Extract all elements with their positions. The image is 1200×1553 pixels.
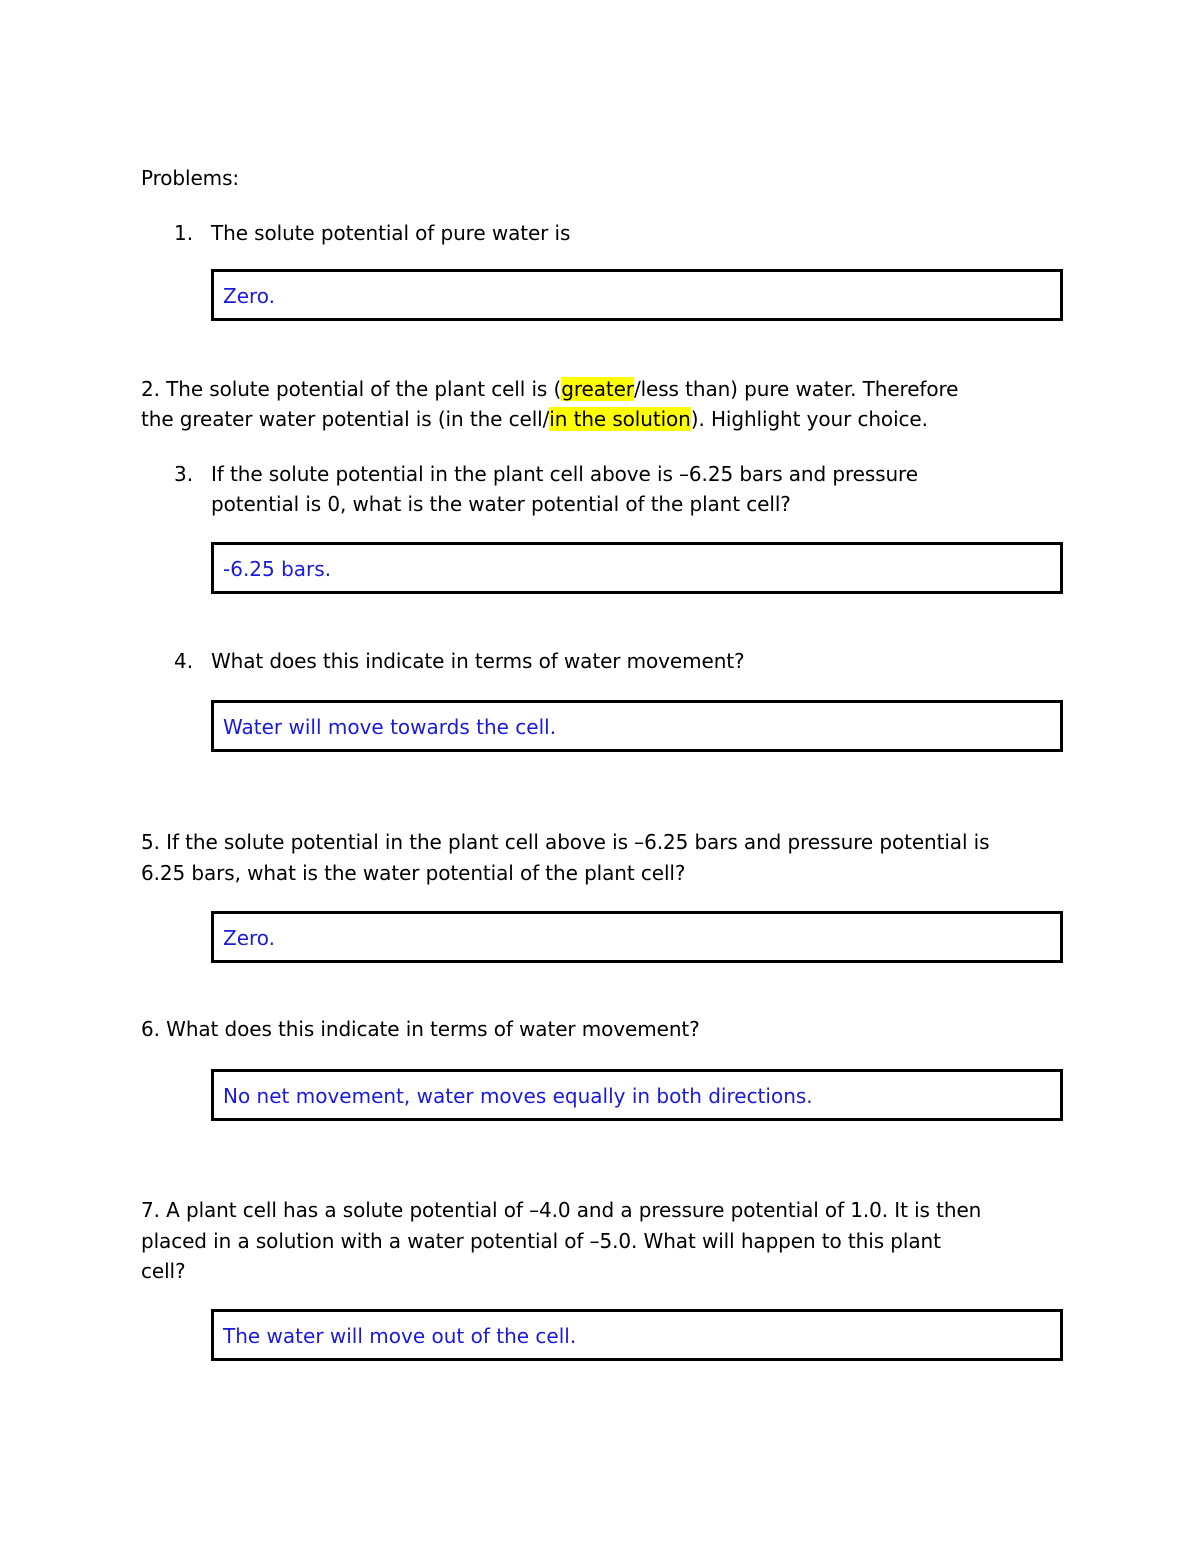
q1-answer-box[interactable]: [211, 269, 1063, 321]
q6-answer: No net movement, water moves equally in both directions.: [223, 1084, 813, 1108]
q2-line2-start: the greater water potential is (in the cell/: [141, 407, 550, 431]
q7-answer-box[interactable]: [211, 1309, 1063, 1361]
q5-answer: Zero.: [223, 926, 276, 950]
q6-answer-box[interactable]: [211, 1069, 1063, 1121]
q1-answer: Zero.: [223, 284, 276, 308]
q3-answer: -6.25 bars.: [223, 557, 332, 581]
q2-line1-start: 2. The solute potential of the plant cell is (: [141, 377, 562, 401]
q7-line1: 7. A plant cell has a solute potential of –4.0 and a pressure potential of 1.0. It is then: [141, 1198, 982, 1222]
q2-line1-end: /less than) pure water. Therefore: [633, 377, 959, 401]
q4-answer: Water will move towards the cell.: [223, 715, 557, 739]
q4-answer-box[interactable]: [211, 700, 1063, 752]
q7-line2: placed in a solution with a water potential of –5.0. What will happen to this plant: [141, 1229, 941, 1253]
q2-line2: [141, 404, 928, 434]
q3-answer-box[interactable]: [211, 542, 1063, 594]
q2-highlight-in-the-solution: in the solution: [549, 407, 691, 431]
q5-line2: 6.25 bars, what is the water potential of the plant cell?: [141, 861, 686, 885]
q2-highlight-greater: greater: [561, 377, 634, 401]
q2-line2-end: ). Highlight your choice.: [690, 407, 928, 431]
q5-line1: 5. If the solute potential in the plant cell above is –6.25 bars and pressure potential is: [141, 830, 990, 854]
q7-answer: The water will move out of the cell.: [223, 1324, 577, 1348]
q4-text: What does this indicate in terms of water movement?: [211, 649, 745, 673]
q3-number: 3.: [174, 462, 194, 486]
q1-number: 1.: [174, 221, 194, 245]
q4-number: 4.: [174, 649, 194, 673]
q3-line1: If the solute potential in the plant cell above is –6.25 bars and pressure: [211, 462, 918, 486]
q3-line2: potential is 0, what is the water potential of the plant cell?: [211, 492, 791, 516]
q5-answer-box[interactable]: [211, 911, 1063, 963]
q2-line1: [141, 374, 958, 404]
q1-text: The solute potential of pure water is: [211, 221, 571, 245]
q6-text: 6. What does this indicate in terms of water movement?: [141, 1017, 700, 1041]
problems-heading: Problems:: [141, 166, 240, 190]
q7-line3: cell?: [141, 1259, 186, 1283]
